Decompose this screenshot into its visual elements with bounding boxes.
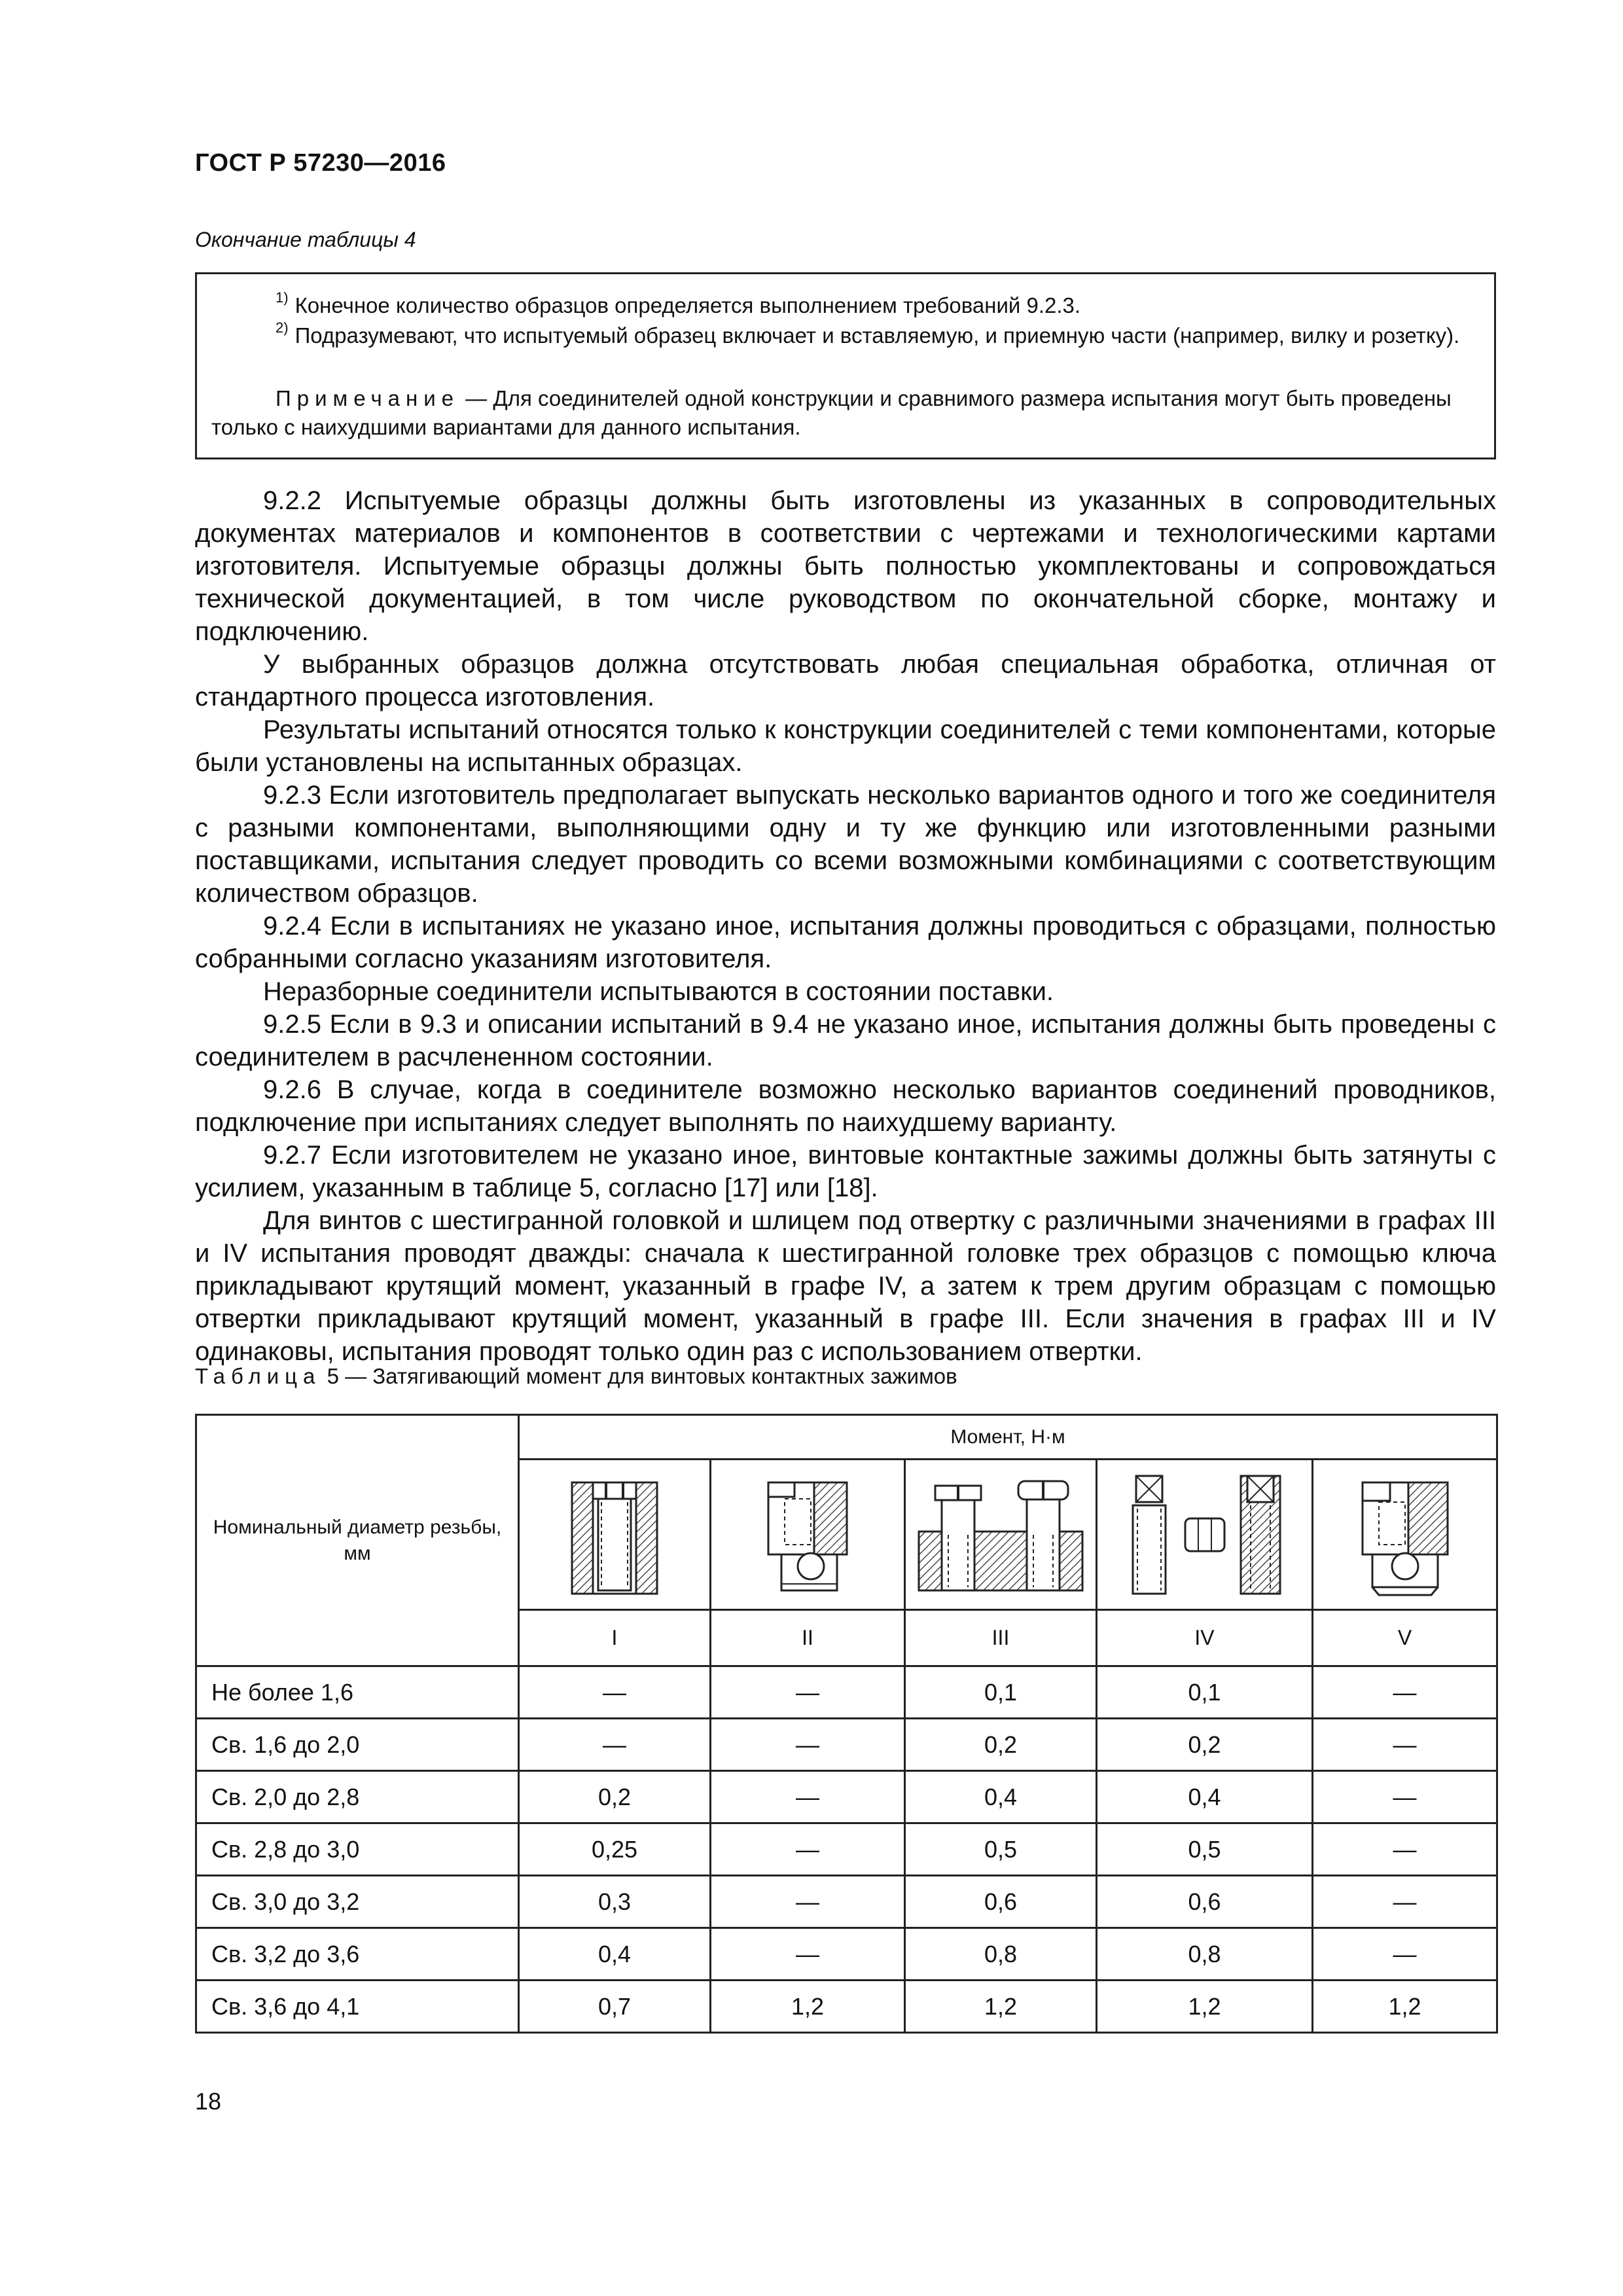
table-cell: 1,2 [905,1981,1097,2033]
paragraph: 9.2.7 Если изготовителем не указано иное, винтовые контактные зажимы должны быть затянуты с усилием, указанным в таблице 5, согласно [17] или [18]. [195,1141,1496,1202]
paragraph: 9.2.4 Если в испытаниях не указано иное, испытания должны проводиться с образцами, полностью собранными согласно указаниям изготовителя. [195,912,1496,973]
table-cell: — [1313,1823,1497,1876]
caption-label: Таблица [195,1364,321,1388]
table-cell: — [519,1719,711,1771]
table-cell: — [711,1928,905,1981]
column-number: II [711,1610,905,1666]
table-cell: 0,5 [905,1823,1097,1876]
table-row [196,1876,1497,1928]
table-row [196,1771,1497,1823]
column-number: V [1313,1610,1497,1666]
body-text [195,484,1496,1368]
table-cell: 0,8 [1097,1928,1313,1981]
row-label: Св. 3,2 до 3,6 [196,1928,519,1981]
paragraph: 9.2.2 Испытуемые образцы должны быть изготовлены из указанных в сопроводительных документах материалов и компонентов в соответствии с чертежами и технологическими картами изготовителя. Испытуемые образцы должны быть полностью укомплектованы и сопровождаться технической документацией, в том числе руководством по окончательной сборке, монтажу и подключению. [195,486,1496,646]
table-continuation-label: Окончание таблицы 4 [195,228,416,251]
footnote-mark: 2) [276,319,289,336]
column-number: III [905,1610,1097,1666]
footnote-text: Конечное количество образцов определяется выполнением требований 9.2.3. [294,293,1081,317]
screw-type-v-figure [1353,1469,1457,1600]
row-label: Не более 1,6 [196,1666,519,1719]
table-cell: 0,1 [1097,1666,1313,1719]
table-row [196,1981,1497,2033]
row-label: Св. 2,0 до 2,8 [196,1771,519,1823]
table-cell: 1,2 [1313,1981,1497,2033]
table-cell: 0,4 [1097,1771,1313,1823]
table-cell: 0,25 [519,1823,711,1876]
table-cell: — [711,1823,905,1876]
screw-figure-cell-3 [905,1460,1097,1610]
table-cell: 0,2 [1097,1719,1313,1771]
table-cell: — [1313,1666,1497,1719]
table-row [196,1666,1497,1719]
diameter-header: Номинальный диаметр резьбы, мм [196,1415,519,1666]
paragraph: Для винтов с шестигранной головкой и шлицем под отвертку с различными значениями в графах III и IV испытания проводят дважды: сначала к шестигранной головке трех образцов с помощью ключа прикладывают крутящий момент, указанный в графе IV, а затем к трем другим образцам с помощью отвертки прикладывают крутящий момент, указанный в графе III. Если значения в графах III и IV одинаковы, испытания проводят только один раз с использованием отвертки. [195,1206,1496,1366]
torque-table [195,1414,1498,2034]
table-cell: — [1313,1771,1497,1823]
table-cell: 0,6 [1097,1876,1313,1928]
moment-header: Момент, Н·м [519,1415,1497,1460]
table-cell: 0,2 [519,1771,711,1823]
table-cell: 0,1 [905,1666,1097,1719]
table-row [196,1719,1497,1771]
table4-footnotes-box [195,272,1496,459]
table-row [196,1928,1497,1981]
row-label: Св. 1,6 до 2,0 [196,1719,519,1771]
table-cell: 0,5 [1097,1823,1313,1876]
table-cell: 0,8 [905,1928,1097,1981]
row-label: Св. 2,8 до 3,0 [196,1823,519,1876]
footnote-2 [211,316,1480,350]
document-code: ГОСТ Р 57230—2016 [195,149,446,177]
table-cell: — [711,1666,905,1719]
table5-caption [195,1364,957,1389]
screw-type-i-figure [565,1469,664,1600]
table-cell: — [519,1666,711,1719]
screw-type-ii-figure [758,1469,857,1600]
table-cell: 1,2 [1097,1981,1313,2033]
column-number: IV [1097,1610,1313,1666]
footnote-1 [211,286,1480,320]
column-number: I [519,1610,711,1666]
paragraph: Неразборные соединители испытываются в состоянии поставки. [263,977,1054,1006]
caption-text: 5 — Затягивающий момент для винтовых контактных зажимов [327,1364,957,1388]
note [211,384,1480,442]
table-cell: — [711,1719,905,1771]
table-cell: 0,6 [905,1876,1097,1928]
paragraph: 9.2.5 Если в 9.3 и описании испытаний в 9.4 не указано иное, испытания должны быть проведены с соединителем в расчлененном состоянии. [195,1010,1496,1071]
table-cell: — [711,1771,905,1823]
table-cell: 0,7 [519,1981,711,2033]
paragraph: У выбранных образцов должна отсутствовать любая специальная обработка, отличная от стандартного процесса изготовления. [195,650,1496,711]
paragraph: 9.2.6 В случае, когда в соединителе возможно несколько вариантов соединений проводников, подключение при испытаниях следует выполнять по наихудшему варианту. [195,1075,1496,1137]
row-label: Св. 3,6 до 4,1 [196,1981,519,2033]
note-text: — Для соединителей одной конструкции и сравнимого размера испытания могут быть проведены только с наихудшими вариантами для данного испытания. [211,386,1452,439]
page-number: 18 [195,2088,222,2115]
screw-figure-cell-1 [519,1460,711,1610]
table-cell: 0,4 [519,1928,711,1981]
footnote-text: Подразумевают, что испытуемый образец включает и вставляемую, и приемную части (например, вилку и розетку). [294,323,1460,348]
table-cell: 0,4 [905,1771,1097,1823]
screw-type-iii-figure [912,1469,1089,1600]
screw-figure-cell-5 [1313,1460,1497,1610]
table-cell: — [1313,1876,1497,1928]
table-cell: 0,2 [905,1719,1097,1771]
screw-type-iv-figure [1116,1469,1293,1600]
row-label: Св. 3,0 до 3,2 [196,1876,519,1928]
table-cell: 0,3 [519,1876,711,1928]
table-cell: — [1313,1928,1497,1981]
table-row [196,1823,1497,1876]
table-cell: — [1313,1719,1497,1771]
footnote-mark: 1) [276,289,289,306]
paragraph: 9.2.3 Если изготовитель предполагает выпускать несколько вариантов одного и того же соединителя с разными компонентами, выполняющими одну и ту же функцию или изготовленными разными поставщиками, испытания следует проводить со всеми возможными комбинациями с соответствующим количеством образцов. [195,781,1496,908]
note-label: Примечание [276,386,460,410]
table-cell: 1,2 [711,1981,905,2033]
screw-figure-cell-2 [711,1460,905,1610]
paragraph: Результаты испытаний относятся только к конструкции соединителей с теми компонентами, которые были установлены на испытанных образцах. [195,715,1496,777]
screw-figure-cell-4 [1097,1460,1313,1610]
table-cell: — [711,1876,905,1928]
